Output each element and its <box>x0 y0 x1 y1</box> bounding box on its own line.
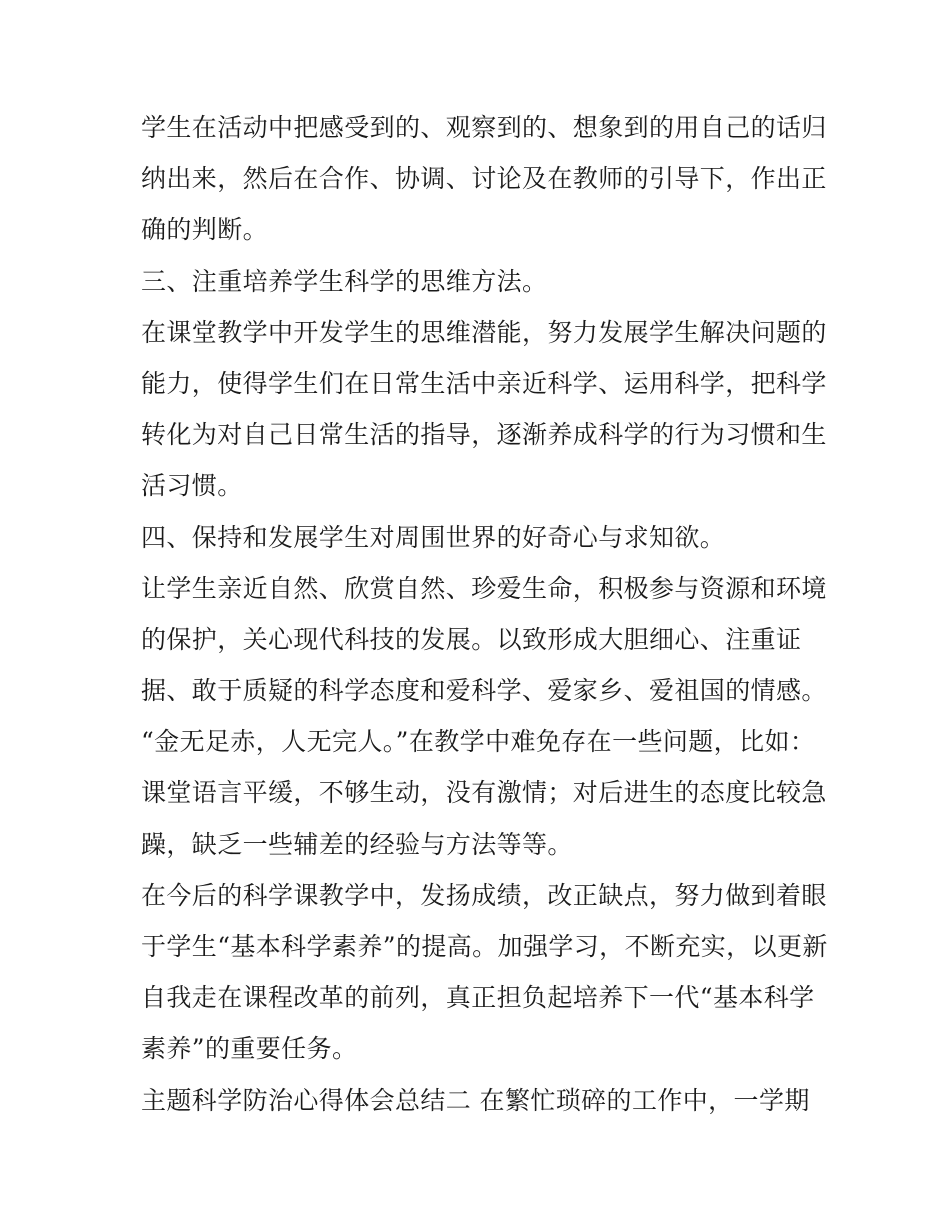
paragraph-1 <box>141 102 827 256</box>
text-line: “金无足赤，人无完人。”在教学中难免存在一些问题，比如： <box>141 727 816 757</box>
text-line: 主题科学防治心得体会总结二 在繁忙琐碎的工作中，一学期 <box>141 1085 810 1115</box>
text-line: 躁，缺乏一些辅差的经验与方法等等。 <box>141 829 573 859</box>
text-line: 纳出来，然后在合作、协调、讨论及在教师的引导下，作出正 <box>141 164 827 194</box>
text-line: 让学生亲近自然、欣赏自然、珍爱生命，积极参与资源和环境 <box>141 573 827 603</box>
text-line: 在课堂教学中开发学生的思维潜能，努力发展学生解决问题的 <box>141 317 827 347</box>
text-line: 于学生“基本科学素养”的提高。加强学习，不断充实，以更新 <box>141 932 828 961</box>
paragraph-2 <box>141 307 827 512</box>
paragraph-4 <box>141 870 828 1075</box>
text-line: 学生在活动中把感受到的、观察到的、想象到的用自己的话归 <box>141 113 827 142</box>
text-line: 转化为对自己日常生活的指导，逐渐养成科学的行为习惯和生 <box>141 420 827 450</box>
text-line: 课堂语言平缓，不够生动，没有激情；对后进生的态度比较急 <box>141 778 827 808</box>
text-line: 自我走在课程改革的前列，真正担负起培养下一代“基本科学 <box>141 983 815 1013</box>
heading-line: 三、注重培养学生科学的思维方法。 <box>141 266 548 296</box>
text-line: 的保护，关心现代科技的发展。以致形成大胆细心、注重证 <box>141 624 802 654</box>
section-heading-4 <box>141 512 821 563</box>
text-line: 能力，使得学生们在日常生活中亲近科学、运用科学，把科学 <box>141 368 827 398</box>
text-line: 素养”的重要任务。 <box>141 1034 358 1064</box>
paragraph-3 <box>141 563 827 870</box>
heading-line: 四、保持和发展学生对周围世界的好奇心与求知欲。 <box>141 522 726 552</box>
section-heading-3 <box>141 256 821 307</box>
text-line: 在今后的科学课教学中，发扬成绩，改正缺点，努力做到着眼 <box>141 880 827 910</box>
text-line: 活习惯。 <box>141 471 243 501</box>
text-line: 据、敢于质疑的科学态度和爱科学、爱家乡、爱祖国的情感。 <box>141 676 827 706</box>
paragraph-5 <box>141 1075 821 1126</box>
text-line: 确的判断。 <box>141 215 269 245</box>
document-body <box>141 102 828 1126</box>
